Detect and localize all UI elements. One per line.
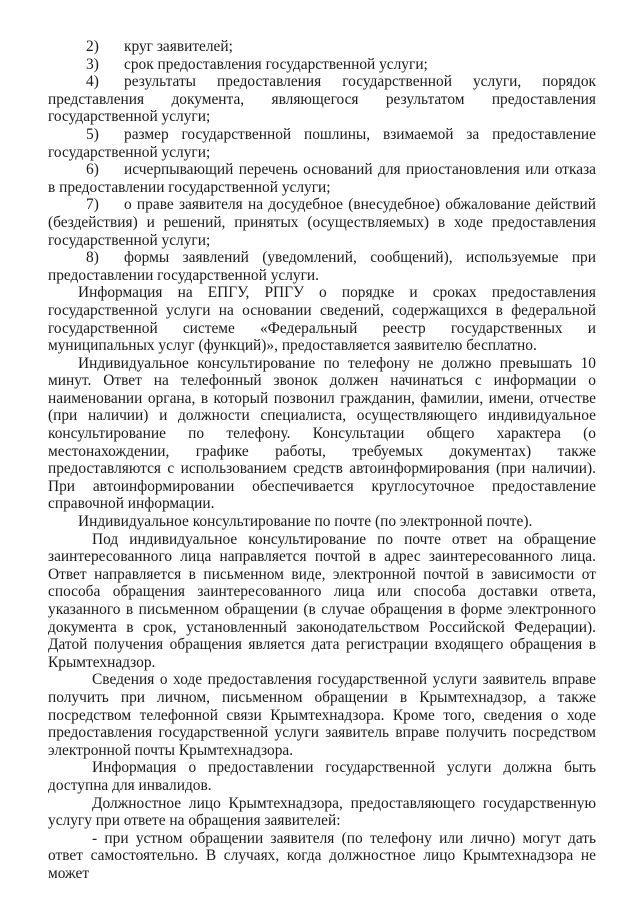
paragraph-epgu: Информация на ЕПГУ, РПГУ о порядке и сроках предоставления государственной услуги на основании сведений, содержащихся в федеральной государственной системе «Федеральный реестр государственных и муниципальных услуг (функций)», предоставляется заявителю бесплатно. <box>48 284 596 355</box>
list-item <box>48 38 596 56</box>
list-item-number: 3) <box>86 55 99 73</box>
list-item-number: 5) <box>86 125 99 143</box>
list-item-number: 8) <box>86 249 99 267</box>
paragraph-official-response: Должностное лицо Крымтехнадзора, предоставляющего государственную услугу при ответе на обращения заявителей: <box>48 794 596 830</box>
list-item-text: круг заявителей; <box>124 38 233 55</box>
list-item-text: исчерпывающий перечень оснований для приостановления или отказа в предоставлении государственной услуги; <box>48 161 596 196</box>
list-item-number: 6) <box>86 161 99 179</box>
list-item-text: размер государственной пошлины, взимаемой за предоставление государственной услуги; <box>48 125 596 161</box>
list-item-text: о праве заявителя на досудебное (внесудебное) обжалование действий (бездействия) и решений, принятых (осуществляемых) в ходе предоставления государственной услуги; <box>48 196 596 249</box>
services-info-list <box>48 38 596 284</box>
list-item-text: результаты предоставления государственной услуги, порядок представления документа, являющегося результатом предоставления государственной услуги; <box>48 73 596 126</box>
paragraph-mail-consulting: Под индивидуальное консультирование по почте ответ на обращение заинтересованного лица направляется почтой в адрес заинтересованного лица. Ответ направляется в письменном виде, электронной почтой в зависимости от способа обращения заинтересованного лица или способа доставки ответа, указанного в письменном обращении (в случае обращения в форме электронного документа в срок, установленный законодательством Российской Федерации). Датой получения обращения является дата регистрации входящего обращения в Крымтехнадзор. <box>48 530 596 671</box>
list-item-number: 7) <box>86 196 99 214</box>
list-item <box>48 161 596 196</box>
paragraph-oral-request: - при устном обращении заявителя (по телефону или лично) могут дать ответ самостоятельно. В случаях, когда должностное лицо Крымтехнадзора не может <box>48 829 596 882</box>
list-item-text: срок предоставления государственной услуги; <box>124 55 428 73</box>
list-item <box>48 56 596 74</box>
list-item-text: формы заявлений (уведомлений, сообщений), используемые при предоставлении государственной услуги. <box>48 249 596 284</box>
paragraph-disabled-access: Информация о предоставлении государственной услуги должна быть доступна для инвалидов. <box>48 759 596 794</box>
list-item-number: 4) <box>86 73 99 91</box>
list-item <box>48 249 596 284</box>
paragraph-phone-consulting: Индивидуальное консультирование по телефону не должно превышать 10 минут. Ответ на телефонный звонок должен начинаться с информации о наименовании органа, в который позвонил гражданин, фамилии, имени, отчестве (при наличии) и должности специалиста, осуществляющего индивидуальное консультирование по телефону. Консультации общего характера (о местонахождении, графике работы, требуемых документах) также предоставляются с использованием средств автоинформирования (при наличии). При автоинформировании обеспечивается круглосуточное предоставление справочной информации. <box>48 354 596 513</box>
list-item-number: 2) <box>86 38 99 55</box>
list-item <box>48 126 596 161</box>
list-item <box>48 196 596 249</box>
paragraph-progress-info: Сведения о ходе предоставления государственной услуги заявитель вправе получить при личном, письменном обращении в Крымтехнадзор, а также посредством телефонной связи Крымтехнадзора. Кроме того, сведения о ходе предоставления государственной услуги заявитель вправе получить посредством электронной почты Крымтехнадзора. <box>48 671 596 759</box>
list-item <box>48 73 596 126</box>
paragraph-mail-consulting-title: Индивидуальное консультирование по почте (по электронной почте). <box>78 513 533 531</box>
